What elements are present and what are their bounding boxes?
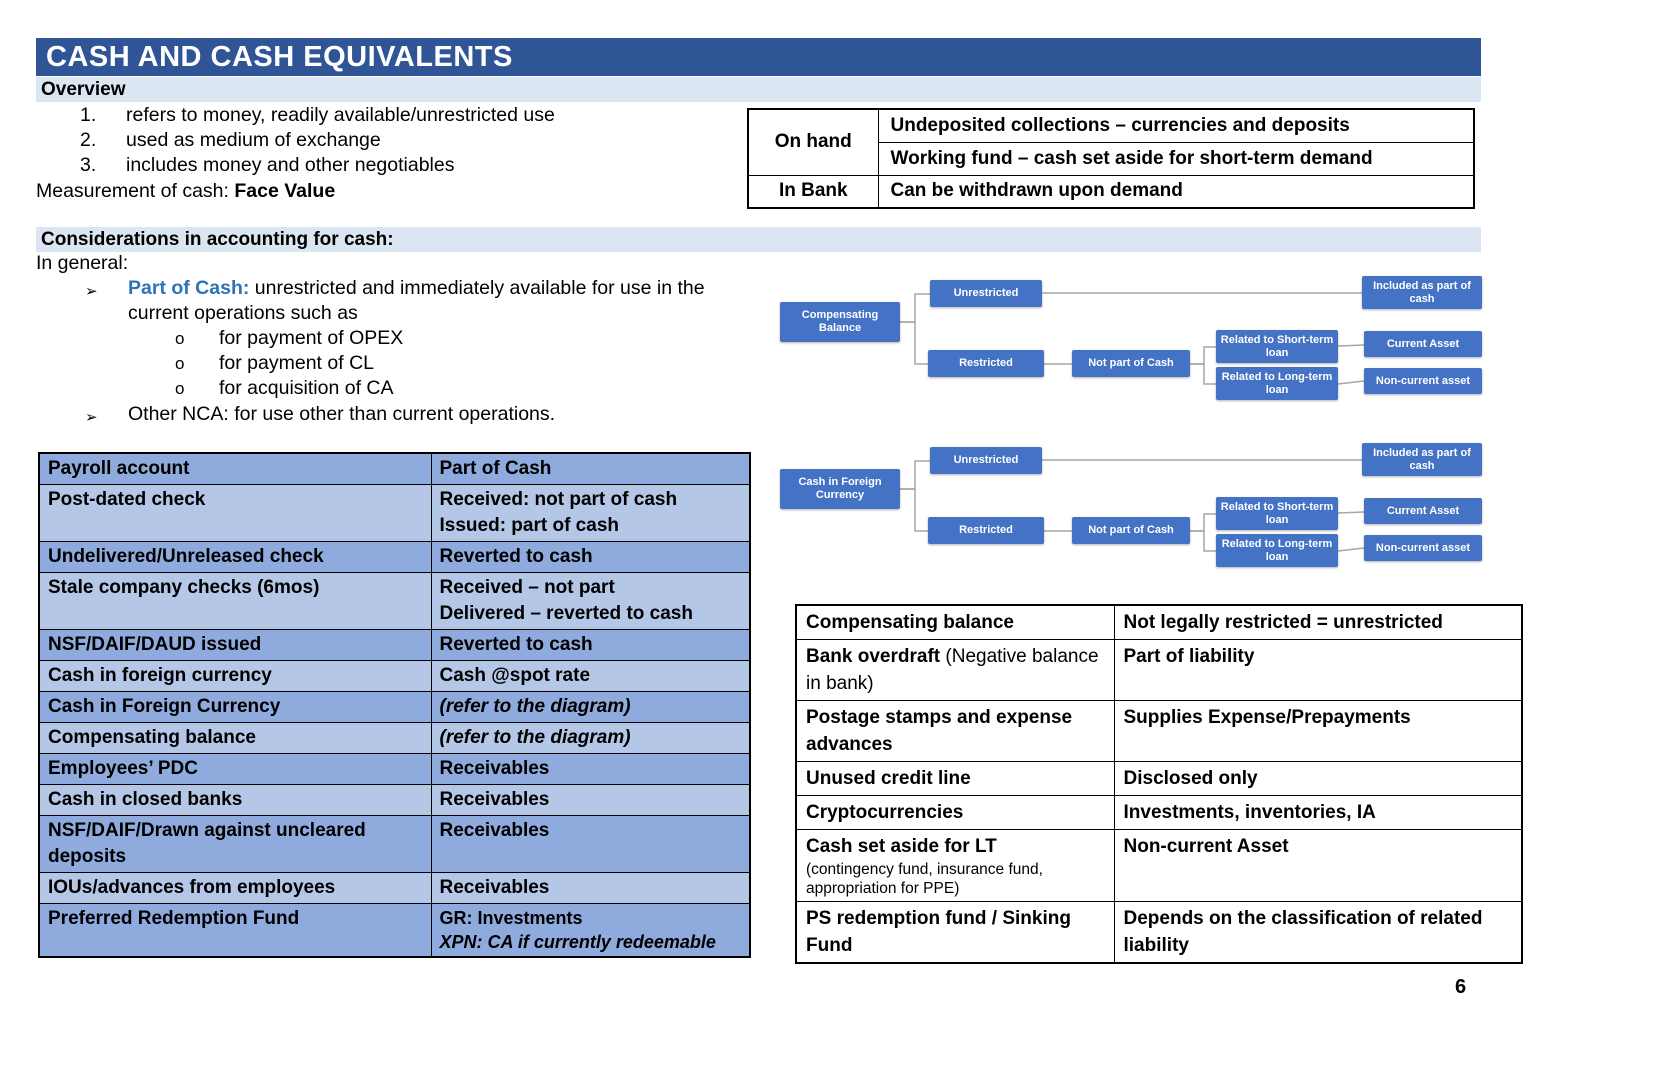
circle-bullet-icon: o bbox=[175, 354, 185, 373]
list-item bbox=[80, 103, 555, 128]
list-item bbox=[80, 153, 555, 178]
treatment-cell: (refer to the diagram) bbox=[431, 723, 750, 754]
list-number: 1. bbox=[80, 104, 97, 126]
item-cell: IOUs/advances from employees bbox=[39, 873, 431, 904]
foreign-currency-flowchart bbox=[780, 441, 1485, 577]
treatment-cell: Reverted to cash bbox=[431, 542, 750, 573]
table-row bbox=[39, 785, 750, 816]
other-nca-text: Other NCA: for use other than current operations. bbox=[128, 403, 556, 425]
item-cell: Cryptocurrencies bbox=[796, 796, 1114, 830]
part-of-cash-bullet bbox=[85, 276, 750, 326]
on-hand-value-cell: Undeposited collections – currencies and deposits bbox=[878, 109, 1474, 142]
item-cell: Postage stamps and expense advances bbox=[796, 701, 1114, 762]
table-row bbox=[39, 542, 750, 573]
item-cell: Preferred Redemption Fund bbox=[39, 904, 431, 958]
page-number: 6 bbox=[1455, 976, 1467, 998]
in-general-label: In general: bbox=[36, 252, 129, 274]
compensating-balance-flowchart bbox=[780, 274, 1485, 410]
circle-bullet-icon: o bbox=[175, 379, 185, 398]
treatment-cell: Receivables bbox=[431, 816, 750, 873]
item-cell: Employees’ PDC bbox=[39, 754, 431, 785]
item-cell: Undelivered/Unreleased check bbox=[39, 542, 431, 573]
table-row bbox=[748, 109, 1474, 142]
list-text: refers to money, readily available/unrestricted use bbox=[126, 104, 555, 126]
table-row bbox=[796, 762, 1522, 796]
sub-item-text: for payment of OPEX bbox=[219, 327, 404, 349]
part-of-cash-label: Part of Cash: bbox=[128, 277, 250, 299]
node-long-term-loan: Related to Long-term loan bbox=[1216, 367, 1338, 400]
node-root: Cash in Foreign Currency bbox=[780, 469, 900, 509]
list-text: includes money and other negotiables bbox=[126, 154, 455, 176]
treatment-cell: Reverted to cash bbox=[431, 630, 750, 661]
sub-item-text: for payment of CL bbox=[219, 352, 374, 374]
node-restricted: Restricted bbox=[928, 350, 1044, 377]
list-number: 3. bbox=[80, 154, 97, 176]
node-not-part-of-cash: Not part of Cash bbox=[1072, 517, 1190, 544]
table-row bbox=[39, 485, 750, 542]
node-unrestricted: Unrestricted bbox=[930, 447, 1042, 474]
node-unrestricted: Unrestricted bbox=[930, 280, 1042, 307]
treatment-cell: Received: not part of cash Issued: part of cash bbox=[431, 485, 750, 542]
treatment-cell: (refer to the diagram) bbox=[431, 692, 750, 723]
treatment-cell: Depends on the classification of related liability bbox=[1114, 902, 1522, 964]
measurement-label: Measurement of cash: bbox=[36, 180, 229, 202]
table-row bbox=[39, 754, 750, 785]
node-current-asset: Current Asset bbox=[1364, 331, 1482, 357]
table-row bbox=[796, 605, 1522, 640]
treatment-cell: Received – not part Delivered – reverted to cash bbox=[431, 573, 750, 630]
table-row bbox=[39, 816, 750, 873]
in-bank-label-cell: In Bank bbox=[748, 175, 878, 208]
treatment-cell: Part of liability bbox=[1114, 640, 1522, 701]
arrow-bullet-icon: ➢ bbox=[85, 283, 98, 300]
list-text: used as medium of exchange bbox=[126, 129, 381, 151]
node-short-term-loan: Related to Short-term loan bbox=[1216, 497, 1338, 530]
node-short-term-loan: Related to Short-term loan bbox=[1216, 330, 1338, 363]
item-cell: Compensating balance bbox=[796, 605, 1114, 640]
considerations-heading: Considerations in accounting for cash: bbox=[36, 227, 1481, 252]
list-number: 2. bbox=[80, 129, 97, 151]
item-cell: Cash in Foreign Currency bbox=[39, 692, 431, 723]
arrow-bullet-icon: ➢ bbox=[85, 409, 98, 426]
item-cell: Unused credit line bbox=[796, 762, 1114, 796]
other-nca-bullet bbox=[85, 402, 750, 430]
table-row bbox=[796, 640, 1522, 701]
on-hand-label-cell: On hand bbox=[748, 109, 878, 175]
table-row bbox=[39, 723, 750, 754]
table-row bbox=[39, 453, 750, 485]
item-cell: Payroll account bbox=[39, 453, 431, 485]
item-cell: Bank overdraft (Negative balance in bank) bbox=[796, 640, 1114, 701]
item-cell: Cash in foreign currency bbox=[39, 661, 431, 692]
table-row bbox=[39, 630, 750, 661]
sub-item-text: for acquisition of CA bbox=[219, 377, 394, 399]
item-cell: Compensating balance bbox=[39, 723, 431, 754]
table-row bbox=[39, 692, 750, 723]
on-hand-value-cell: Working fund – cash set aside for short-term demand bbox=[878, 142, 1474, 175]
measurement-value: Face Value bbox=[234, 180, 336, 202]
page-title: CASH AND CASH EQUIVALENTS bbox=[36, 38, 1481, 76]
classification-table bbox=[795, 604, 1523, 964]
node-current-asset: Current Asset bbox=[1364, 498, 1482, 524]
node-noncurrent-asset: Non-current asset bbox=[1364, 368, 1482, 394]
table-row bbox=[39, 904, 750, 958]
overview-heading: Overview bbox=[36, 77, 1481, 102]
item-cell: PS redemption fund / Sinking Fund bbox=[796, 902, 1114, 964]
node-included-as-cash: Included as part of cash bbox=[1362, 443, 1482, 476]
cash-items-table bbox=[38, 452, 751, 958]
list-item bbox=[80, 128, 555, 153]
item-cell: Cash set aside for LT (contingency fund, insurance fund, appropriation for PPE) bbox=[796, 830, 1114, 902]
part-of-cash-desc: unrestricted and immediately available for use in the current operations such as bbox=[128, 277, 705, 324]
sub-item bbox=[175, 351, 750, 376]
treatment-cell: Cash @spot rate bbox=[431, 661, 750, 692]
node-included-as-cash: Included as part of cash bbox=[1362, 276, 1482, 309]
node-not-part-of-cash: Not part of Cash bbox=[1072, 350, 1190, 377]
table-row bbox=[39, 573, 750, 630]
node-root: Compensating Balance bbox=[780, 302, 900, 342]
table-row bbox=[748, 175, 1474, 208]
overview-list bbox=[80, 103, 555, 178]
item-cell: Cash in closed banks bbox=[39, 785, 431, 816]
treatment-cell: Investments, inventories, IA bbox=[1114, 796, 1522, 830]
item-cell: Post-dated check bbox=[39, 485, 431, 542]
table-row bbox=[39, 661, 750, 692]
table-row bbox=[796, 701, 1522, 762]
cash-location-table bbox=[747, 108, 1475, 209]
part-of-cash-text bbox=[128, 276, 750, 326]
sub-item bbox=[175, 326, 750, 351]
treatment-cell: Supplies Expense/Prepayments bbox=[1114, 701, 1522, 762]
considerations-bullets bbox=[85, 276, 750, 430]
node-noncurrent-asset: Non-current asset bbox=[1364, 535, 1482, 561]
table-row bbox=[39, 873, 750, 904]
treatment-cell: Part of Cash bbox=[431, 453, 750, 485]
node-long-term-loan: Related to Long-term loan bbox=[1216, 534, 1338, 567]
item-cell: NSF/DAIF/DAUD issued bbox=[39, 630, 431, 661]
part-of-cash-sublist bbox=[175, 326, 750, 401]
treatment-cell: Not legally restricted = unrestricted bbox=[1114, 605, 1522, 640]
table-row bbox=[796, 902, 1522, 964]
table-row bbox=[796, 830, 1522, 902]
circle-bullet-icon: o bbox=[175, 329, 185, 348]
treatment-cell: GR: Investments XPN: CA if currently redeemable bbox=[431, 904, 750, 958]
table-row bbox=[796, 796, 1522, 830]
treatment-cell: Receivables bbox=[431, 785, 750, 816]
treatment-cell: Receivables bbox=[431, 754, 750, 785]
item-cell: Stale company checks (6mos) bbox=[39, 573, 431, 630]
measurement-line bbox=[36, 180, 335, 203]
treatment-cell: Disclosed only bbox=[1114, 762, 1522, 796]
sub-item bbox=[175, 376, 750, 401]
item-cell: NSF/DAIF/Drawn against uncleared deposits bbox=[39, 816, 431, 873]
treatment-cell: Receivables bbox=[431, 873, 750, 904]
in-bank-value-cell: Can be withdrawn upon demand bbox=[878, 175, 1474, 208]
node-restricted: Restricted bbox=[928, 517, 1044, 544]
treatment-cell: Non-current Asset bbox=[1114, 830, 1522, 902]
